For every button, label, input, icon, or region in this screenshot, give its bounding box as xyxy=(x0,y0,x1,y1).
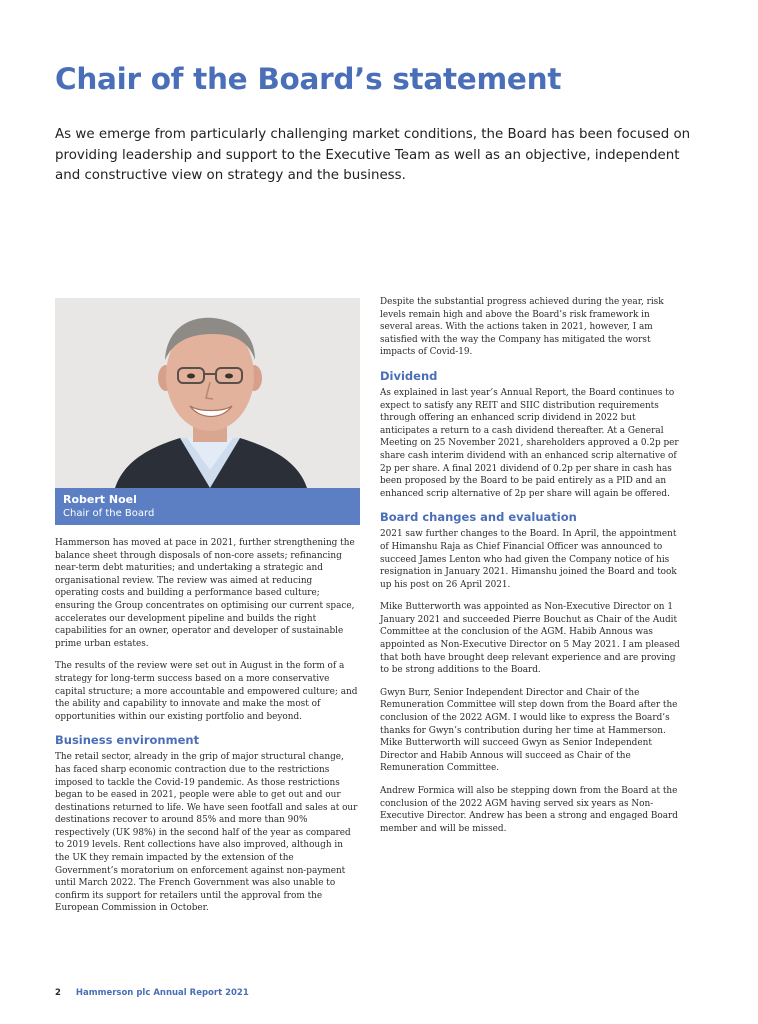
publication-title: Hammerson plc Annual Report 2021 xyxy=(75,988,249,998)
body-paragraph: The results of the review were set out in August in the form of a strategy for long-term success based on a more conservative capital structure; a more accountable and empowered culture; and the ability and capability to innovate and make the most of opportunities within our existing portfolio and beyond. xyxy=(55,661,358,722)
photo-caption xyxy=(55,488,360,525)
right-column xyxy=(380,296,683,845)
body-paragraph: Despite the substantial progress achieved during the year, risk levels remain high and above the Board’s risk framework in several areas. With the actions taken in 2021, however, I am satisfied with the way the Company has mitigated the worst impacts of Covid-19. xyxy=(380,297,664,358)
section-heading-business-environment: Business environment xyxy=(55,733,200,748)
body-paragraph: Andrew Formica will also be stepping down from the Board at the conclusion of the 2022 AGM having served six years as Non-Executive Director. Andrew has been a strong and engaged Board member and will be missed. xyxy=(380,786,678,834)
page-title: Chair of the Board’s statement xyxy=(55,62,562,96)
page-number: 2 xyxy=(55,988,61,998)
body-paragraph: Mike Butterworth was appointed as Non-Executive Director on 1 January 2021 and succeeded Pierre Bouchut as Chair of the Audit Committee at the conclusion of the AGM. Habib Annous was appointed as Non-Executive Director on 5 May 2021. I am pleased that both have brought deep relevant experience and are proving to be strong additions to the Board. xyxy=(380,602,680,676)
intro-paragraph: As we emerge from particularly challenging market conditions, the Board has been focused on providing leadership and support to the Executive Team as well as an objective, independent and constructive view on strategy and the business. xyxy=(55,127,691,183)
caption-name: Robert Noel xyxy=(63,493,137,506)
section-heading-dividend: Dividend xyxy=(380,368,438,383)
body-paragraph: Hammerson has moved at pace in 2021, further strengthening the balance sheet through disposals of non-core assets; refinancing near-term debt maturities; and undertaking a strategic and organisational review. The review was aimed at reducing operating costs and building a performance based culture; ensuring the Group concentrates on optimising our current space, accelerates our development pipeline and builds the right capabilities for an owner, operator and developer of sustainable prime urban estates. xyxy=(55,538,355,649)
body-paragraph: As explained in last year’s Annual Report, the Board continues to expect to satisfy any REIT and SIIC distribution requirements through offering an enhanced scrip dividend in 2022 but anticipates a return to a cash dividend thereafter. At a General Meeting on 25 November 2021, shareholders approved a 0.2p per share cash interim dividend with an enhanced scrip alternative of 2p per share. A final 2021 dividend of 0.2p per share in cash has been proposed by the Board to be paid entirely as a PID and an enhanced scrip alternative of 2p per share will again be offered. xyxy=(380,387,679,499)
portrait-illustration xyxy=(55,298,360,488)
section-heading-board-changes: Board changes and evaluation xyxy=(380,510,577,525)
body-paragraph: The retail sector, already in the grip of major structural change, has faced sharp economic contraction due to the restrictions imposed to tackle the Covid-19 pandemic. As those restrictions began to be eased in 2021, people were able to get out and our destinations returned to life. We have seen footfall and sales at our destinations recover to around 85% and more than 90% respectively (UK 98%) in the second half of the year as compared to 2019 levels. Rent collections have also improved, although in the UK they remain impacted by the extension of the Government’s moratorium on enforcement against non-payment until March 2022. The French Government was also unable to confirm its support for retailers until the approval from the European Commission in October. xyxy=(55,752,358,914)
chair-portrait xyxy=(55,298,360,488)
body-paragraph: Gwyn Burr, Senior Independent Director and Chair of the Remuneration Committee will step down from the Board after the conclusion of the 2022 AGM. I would like to express the Board’s thanks for Gwyn’s contribution during her time at Hammerson. Mike Butterworth will succeed Gwyn as Senior Independent Director and Habib Annous will succeed as Chair of the Remuneration Committee. xyxy=(380,687,678,774)
page-footer xyxy=(55,988,249,998)
body-paragraph: 2021 saw further changes to the Board. In April, the appointment of Himanshu Raja as Chief Financial Officer was announced to succeed James Lenton who had given the Company notice of his resignation in January 2021. Himanshu joined the Board and took up his post on 26 April 2021. xyxy=(380,529,677,590)
left-column xyxy=(55,537,358,925)
caption-role: Chair of the Board xyxy=(63,508,155,519)
